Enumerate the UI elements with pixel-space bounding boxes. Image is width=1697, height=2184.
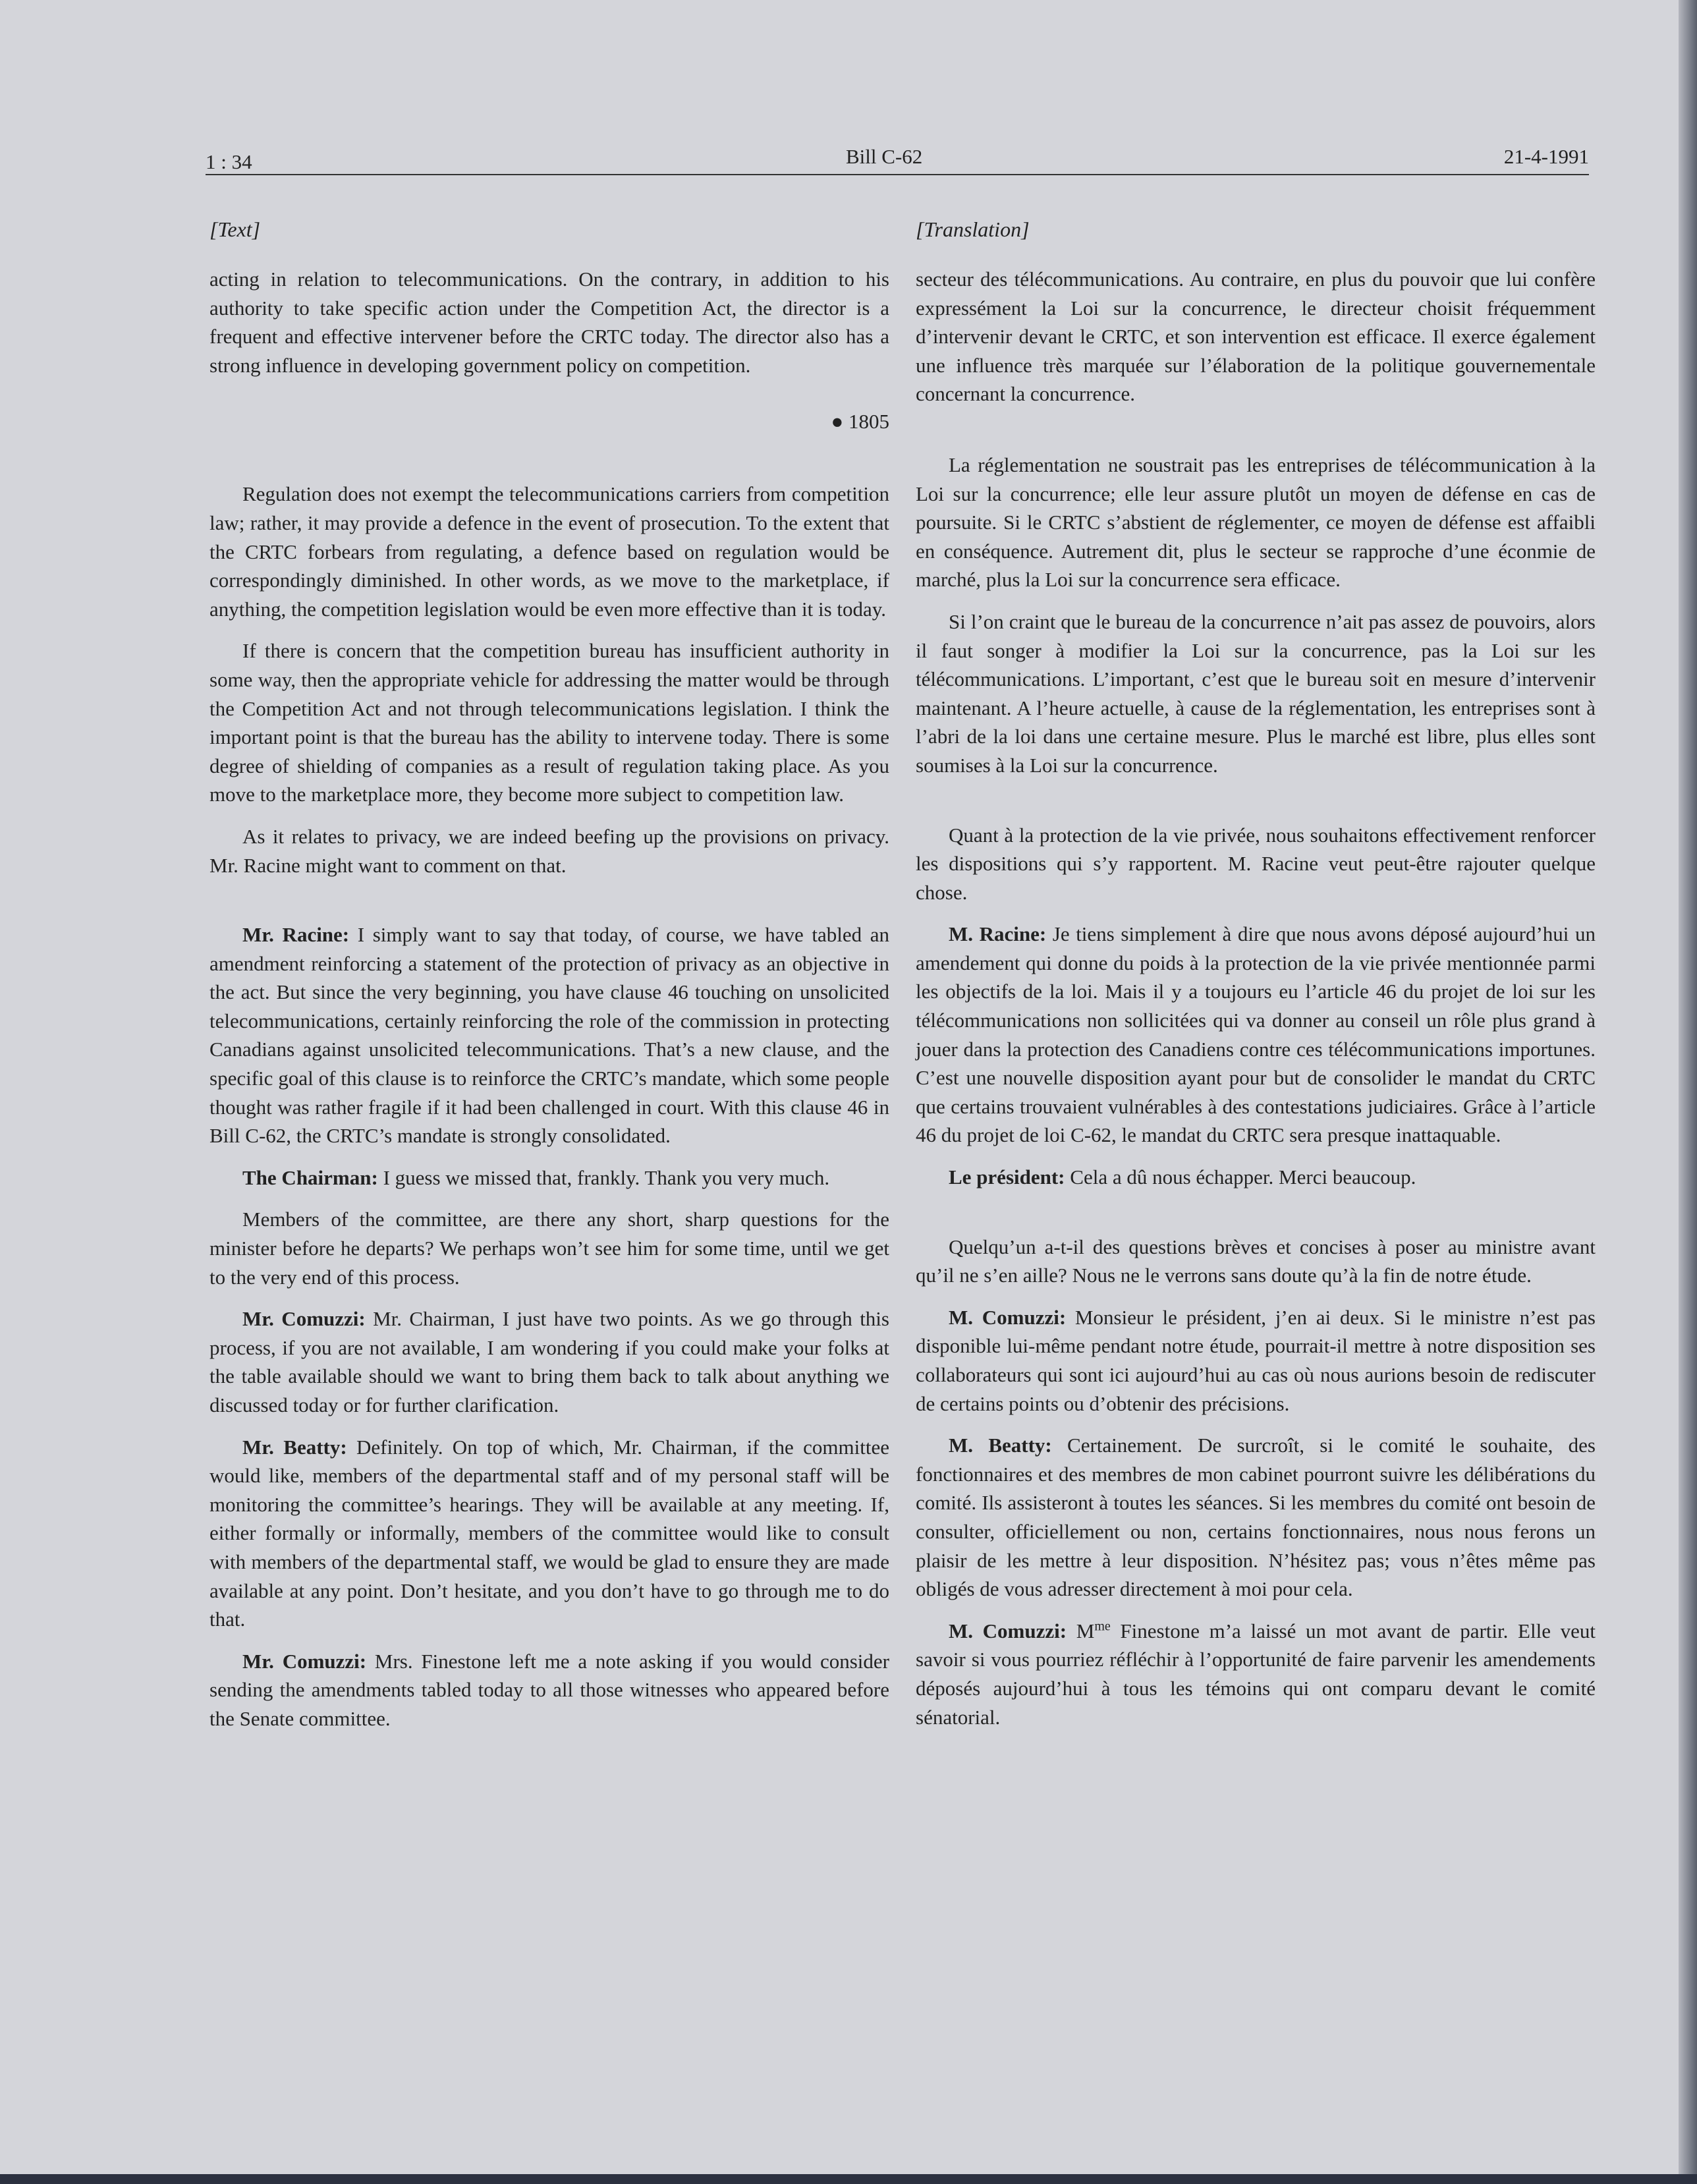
speech-text: Je tiens simplement à dire que nous avons déposé aujourd’hui un amendement qui donne du poids à la protection de la vie privée mentionnée parmi les objectifs de la loi. Mais il y a toujours eu l’article 46 du projet de loi sur les télécommunications non sollicitées qui va donner au conseil un rôle plus grand à jouer dans la protection des Canadiens contre ces télécommunications importunes. C’est une nouvelle disposition ayant pour but de consolider le mandat du CRTC que certains trouvaient vulnérables à des contestations judiciaires. Grâce à l’article 46 du projet de loi C-62, le mandat du CRTC sera presque inattaquable. xyxy=(916,922,1596,1147)
speaker-name: M. Beatty: xyxy=(949,1434,1052,1457)
speech-paragraph xyxy=(209,1304,889,1419)
column-label-translation: [Translation] xyxy=(916,217,1030,241)
bill-title: Bill C-62 xyxy=(846,145,923,168)
paragraph: Quelqu’un a-t-il des questions brèves et concises à poser au ministre avant qu’il ne s’en aille? Nous ne le verrons sans doute qu’à la fin de notre étude. xyxy=(916,1235,1596,1287)
speaker-name: Mr. Beatty: xyxy=(242,1435,347,1459)
title-superscript: me xyxy=(1094,1619,1111,1634)
paragraph: If there is concern that the competition bureau has insufficient authority in some way, then the appropriate vehicle for addressing the matter would be through the Competition Act and not through telecommunications legislation. I think the important point is that the bureau has the ability to intervene today. There is some degree of shielding of companies as a result of regulation taking place. As you move to the marketplace more, they become more subject to competition law. xyxy=(209,639,889,806)
speaker-name: Mr. Comuzzi: xyxy=(242,1649,367,1673)
speech-text: I simply want to say that today, of course, we have tabled an amendment reinforcing a statement of the protection of privacy as an objective in the act. But since the very beginning, you have clause 46 touching on unsolicited telecommunications, certainly reinforcing the role of the commission in protecting Canadians against unsolicited telecommunications. That’s a new clause, and the specific goal of this clause is to reinforce the CRTC’s mandate, which some people thought was rather fragile if it had been challenged in court. With this clause 46 in Bill C-62, the CRTC’s mandate is strongly consolidated. xyxy=(209,923,889,1148)
speech-paragraph xyxy=(916,1303,1596,1418)
paragraph: acting in relation to telecommunications. On the contrary, in addition to his authority to take specific action under the Competition Act, the director is a frequent and effective intervener before the CRTC today. The director also has a strong influence in developing government policy on competition. xyxy=(209,267,889,377)
page-edge xyxy=(1679,0,1697,2184)
speech-paragraph xyxy=(916,1431,1596,1604)
page-number: 1 : 34 xyxy=(206,150,252,173)
time-marker: ● 1805 xyxy=(831,410,889,434)
header-rule xyxy=(206,174,1589,175)
english-column xyxy=(209,217,889,1733)
paragraph: La réglementation ne soustrait pas les entreprises de télécommunication à la Loi sur la concurrence; elle leur assure plutôt un moyen de défense en cas de poursuite. Si le CRTC s’abstient de réglementer, ce moyen de défense est affaibli en conséquence. Autrement dit, plus le secteur se rapproche d’une éconmie de marché, plus la Loi sur la concurrence sera efficace. xyxy=(916,453,1596,592)
speech-text-prefix: M xyxy=(1067,1619,1095,1642)
paragraph: Si l’on craint que le bureau de la concurrence n’ait pas assez de pouvoirs, alors il faut songer à modifier la Loi sur la concurrence, pas la Loi sur les télécommunications. L’important, c’est que le bureau soit en mesure d’intervenir maintenant. A l’heure actuelle, à cause de la réglementation, les entreprises sont à l’abri de la loi dans une certaine mesure. Plus le marché est libre, plus elles sont soumises à la Loi sur la concurrence. xyxy=(916,609,1596,777)
speaker-name: Le président: xyxy=(949,1165,1065,1189)
speech-text: I guess we missed that, frankly. Thank you very much. xyxy=(377,1165,830,1189)
paragraph: Quant à la protection de la vie privée, nous souhaitons effectivement renforcer les dispositions qui s’y rapportent. M. Racine veut peut-être rajouter quelque chose. xyxy=(916,823,1596,904)
speech-paragraph xyxy=(916,1617,1596,1731)
speech-text: Certainement. De surcroît, si le comité le souhaite, des fonctionnaires et des membres de mon cabinet pourront suivre les délibérations du comité. Ils assisteront à toutes les séances. Si les membres du comité ont besoin de consulter, officiellement ou non, certains fonctionnaires, nous nous ferons un plaisir de les mettre à leur disposition. N’hésitez pas; vous n’êtes même pas obligés de vous adresser directement à moi pour cela. xyxy=(916,1434,1596,1601)
french-column xyxy=(916,217,1596,1731)
speaker-name: The Chairman: xyxy=(242,1165,378,1189)
speaker-name: M. Comuzzi: xyxy=(949,1305,1067,1329)
page-header xyxy=(206,145,1589,178)
speaker-name: M. Comuzzi: xyxy=(949,1619,1067,1642)
bottom-edge xyxy=(0,2174,1697,2184)
paragraph: Members of the committee, are there any short, sharp questions for the minister before he departs? We perhaps won’t see him for some time, until we get to the very end of this process. xyxy=(209,1208,889,1289)
speech-paragraph xyxy=(209,920,889,1150)
speech-paragraph xyxy=(209,1647,889,1733)
speech-text: Definitely. On top of which, Mr. Chairman, if the committee would like, members of the departmental staff and of my personal staff will be monitoring the committee’s hearings. They will be available at any meeting. If, either formally or informally, members of the committee would like to consult with members of the departmental staff, we would be glad to ensure they are made available at any point. Don’t hesitate, and you don’t have to go through me to do that. xyxy=(209,1435,889,1631)
speech-text: Monsieur le président, j’en ai deux. Si le ministre n’est pas disponible lui-même pendant notre étude, pourrait-il mettre à notre disposition ses collaborateurs qui sont ici aujourd’hui au cas où nous aurions besoin de rediscuter de certains points ou d’obtenir des précisions. xyxy=(916,1305,1596,1415)
speech-paragraph xyxy=(209,1163,889,1192)
speech-text: Mr. Chairman, I just have two points. As we go through this process, if you are not available, I am wondering if you could make your folks at the table available should we want to bring them back to talk about anything we discussed today or for further clarification. xyxy=(209,1307,889,1416)
speech-paragraph xyxy=(916,1163,1596,1192)
speech-paragraph xyxy=(209,1433,889,1634)
speech-paragraph xyxy=(916,920,1596,1150)
speech-text: Mrs. Finestone left me a note asking if you would consider sending the amendments tabled today to all those witnesses who appeared before the Senate committee. xyxy=(209,1649,889,1730)
header-date: 21-4-1991 xyxy=(1503,145,1589,168)
column-label-text: [Text] xyxy=(209,217,261,241)
speech-text: Finestone m’a laissé un mot avant de partir. Elle veut savoir si vous pourriez réfléchir à l’opportunité de faire parvenir les amendements déposés aujourd’hui à tous les témoins qui ont comparu devant le comité sénatorial. xyxy=(916,1619,1596,1729)
paragraph: As it relates to privacy, we are indeed beefing up the provisions on privacy. Mr. Racine might want to comment on that. xyxy=(209,824,889,877)
speaker-name: Mr. Racine: xyxy=(242,923,350,947)
paragraph: secteur des télécommunications. Au contraire, en plus du pouvoir que lui confère expressément la Loi sur la concurrence, le directeur choisit fréquemment d’intervenir devant le CRTC, et son intervention est efficace. Il exerce également une influence très marquée sur l’élaboration de la politique gouvernementale concernant la concurrence. xyxy=(916,267,1596,406)
speaker-name: M. Racine: xyxy=(949,922,1047,946)
speech-text: Cela a dû nous échapper. Merci beaucoup. xyxy=(1065,1165,1416,1189)
paragraph: Regulation does not exempt the telecommunications carriers from competition law; rather, it may provide a defence in the event of prosecution. To the extent that the CRTC forbears from regulating, a defence based on regulation would be correspondingly diminished. In other words, as we move to the marketplace, if anything, the competition legislation would be even more effective than it is today. xyxy=(209,482,889,621)
speaker-name: Mr. Comuzzi: xyxy=(242,1307,366,1331)
